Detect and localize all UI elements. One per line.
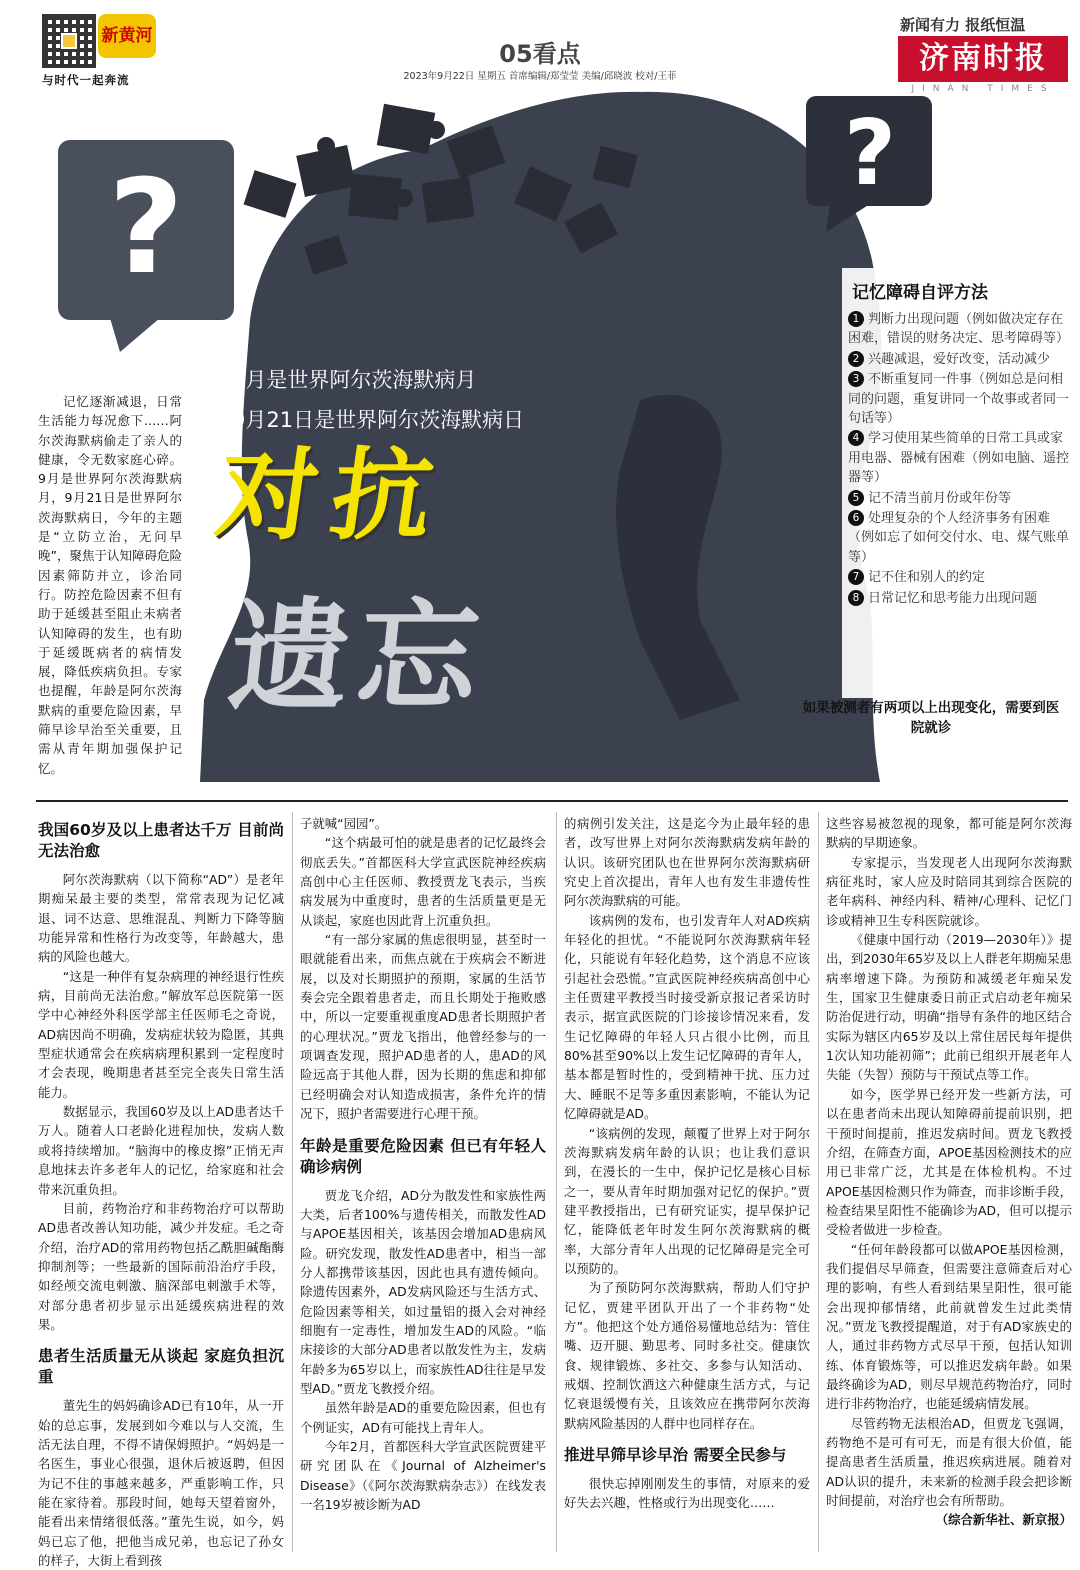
paragraph: 董先生的妈妈确诊AD已有10年，从一开始的总忘事，发展到如今难以与人交流，生活无法自理，不得不请保姆照护。“妈妈是一名医生，事业心很强，退休后被返聘，但因为记不住的事越来越多，严重影响工作，只能在家待着。那段时间，她每天望着窗外，能看出来情绪很低落。”董先生说，如今，妈妈已忘了他，把他当成兄弟，也忘记了孙女的样子，大街上看到孩	[38, 1398, 284, 1568]
paragraph: 很快忘掉刚刚发生的事情，对原来的爱好失去兴趣，性格或行为出现变化……	[564, 1476, 810, 1511]
selftest-item: 3 不断重复同一件事（例如总是问相同的问题，重复讲同一个故事或者同一句话等）	[848, 372, 1070, 427]
paragraph: 数据显示，我国60岁及以上AD患者达千万人。随着人口老龄化进程加快，发病人数或将持续增加。“脑海中的橡皮擦”正悄无声息地抹去许多老年人的记忆，给家庭和社会带来沉重负担。	[38, 1104, 284, 1197]
headline-forget: 遗忘	[222, 588, 494, 727]
hero-subtitle-1: 9月是世界阿尔茨海默病月	[232, 368, 477, 392]
selftest-item: 2 兴趣减退，爱好改变，活动减少	[848, 350, 1070, 369]
column-divider	[292, 812, 293, 1552]
article-column-4	[826, 814, 1072, 1530]
paragraph: 这些容易被忽视的现象，都可能是阿尔茨海默病的早期迹象。	[826, 816, 1072, 851]
question-bubble-icon	[58, 140, 234, 352]
section-heading: 推进早筛早诊早治 需要全民参与	[564, 1446, 787, 1464]
brand-logo: 新黄河	[98, 14, 156, 58]
article-column-3	[564, 814, 810, 1513]
section-divider	[36, 800, 1068, 802]
article-column-2	[300, 814, 546, 1514]
paragraph: 今年2月，首都医科大学宣武医院贾建平研究团队在《Journal of Alzheimer's Disease》（《阿尔茨海默病杂志》）在线发表一名19岁被诊断为AD	[300, 1438, 546, 1512]
article-source: （综合新华社、新京报）	[935, 1512, 1072, 1528]
paragraph: 为了预防阿尔茨海默病，帮助人们守护记忆，贾建平团队开出了一个非药物“处方”。他把这个处方通俗易懂地总结为：管住嘴、迈开腿、勤思考、同时多社交。健康饮食、规律锻炼、多社交、多参与认知活动、戒烟、控制饮酒这六种健康生活方式，与记忆衰退缓慢有关，且该效应在携带阿尔茨海默病风险基因的人群中也同样存在。	[564, 1280, 810, 1431]
selftest-title: 记忆障碍自评方法	[852, 283, 988, 303]
selftest-item: 4 学习使用某些简单的日常工具或家用电器、器械有困难（例如电脑、遥控器等）	[848, 431, 1070, 486]
newspaper-motto: 新闻有力 报纸恒温	[900, 16, 1026, 34]
article-column-1	[38, 814, 284, 1570]
hero-subtitle-2: 9月21日是世界阿尔茨海默病日	[232, 408, 525, 432]
paragraph: “这是一种伴有复杂病理的神经退行性疾病，目前尚无法治愈。”解放军总医院第一医学中心神经外科医学部主任医师毛之奇说，AD病因尚不明确，发病症状较为隐匿，其典型症状通常会在疾病病理积累到一定程度时才会表现，晚期患者甚至完全丧失日常生活能力。	[38, 968, 284, 1100]
selftest-item: 7 记不住和别人的约定	[848, 568, 1070, 587]
paragraph: 虽然年龄是AD的重要危险因素，但也有个例证实，AD有可能找上青年人。	[300, 1400, 546, 1435]
section-heading: 年龄是重要危险因素 但已有年轻人确诊病例	[300, 1136, 546, 1176]
svg-text:?: ?	[843, 101, 897, 206]
paragraph: “这个病最可怕的就是患者的记忆最终会彻底丢失。”首都医科大学宣武医院神经疾病高创中心主任医师、教授贾龙飞表示，当疾病发展为中重度时，患者的生活质量更是无从谈起，家庭也因此背上沉重负担。	[300, 835, 546, 928]
section-heading: 我国60岁及以上患者达千万 目前尚无法治愈	[38, 821, 284, 860]
selftest-note: 如果被测者有两项以上出现变化，需要到医院就诊	[802, 700, 1060, 736]
paragraph: 阿尔茨海默病（以下简称“AD”）是老年期痴呆最主要的类型，常常表现为记忆减退、词不达意、思维混乱、判断力下降等脑功能异常和性格行为改变等，年龄越大，患病的风险也越大。	[38, 872, 284, 965]
paragraph: 目前，药物治疗和非药物治疗可以帮助AD患者改善认知功能，减少并发症。毛之奇介绍，治疗AD的常用药物包括乙酰胆碱酯酶抑制剂等；一些最新的国际前沿治疗手段，如经颅交流电刺激、脑深部电刺激手术等，对部分患者初步显示出延缓疾病进程的效果。	[38, 1200, 284, 1332]
brand-slogan: 与时代一起奔流	[42, 73, 130, 87]
paragraph: 专家提示，当发现老人出现阿尔茨海默病征兆时，家人应及时陪同其到综合医院的老年病科、神经内科、精神/心理科、记忆门诊或精神卫生专科医院就诊。	[826, 854, 1072, 928]
paragraph: 《健康中国行动（2019—2030年）》提出，到2030年65岁及以上人群老年期痴呆患病率增速下降。为预防和减缓老年痴呆发生，国家卫生健康委日前正式启动老年痴呆防治促进行动，明确“指导有条件的地区结合实际为辖区内65岁及以上常住居民每年提供1次认知功能初筛”；此前已组织开展老年人失能（失智）预防与干预试点等工作。	[826, 932, 1072, 1083]
newspaper-masthead: 济南时报	[898, 36, 1068, 82]
svg-text:?: ?	[108, 151, 184, 303]
headline-fight: 对抗	[209, 437, 455, 554]
paragraph: “任何年龄段都可以做APOE基因检测，我们提倡尽早筛查，但需要注意筛查后对心理的影响，有些人看到结果呈阳性，很可能会出现抑郁情绪，此前就曾发生过此类情况。”贾龙飞教授提醒道，对于有AD家族史的人，通过非药物方式尽早干预，包括认知训练、体育锻炼等，可以推迟发病年龄。如果最终确诊为AD，则尽早规范药物治疗，同时进行非药物治疗，也能延缓病情发展。	[826, 1241, 1072, 1412]
page-title: 05看点	[499, 40, 581, 68]
selftest-item: 5 记不清当前月份或年份等	[848, 489, 1070, 508]
paragraph: 如今，医学界已经开发一些新方法，可以在患者尚未出现认知障碍前提前识别，把干预时间提前，推迟发病时间。贾龙飞教授介绍，在筛查方面，APOE基因检测技术的应用已非常广泛，尤其是在体检机构。不过APOE基因检测只作为筛查，而非诊断手段，检查结果呈阳性不能确诊为AD，但可以提示受检者做进一步检查。	[826, 1086, 1072, 1238]
lead-paragraph: 记忆逐渐减退，日常生活能力每况愈下……阿尔茨海默病偷走了亲人的健康，令无数家庭心碎。9月是世界阿尔茨海默病月，9月21日是世界阿尔茨海默病日，今年的主题是“立防立治，无问早晚”，聚焦于认知障碍危险因素筛防并立，诊治同行。防控危险因素不但有助于延缓甚至阻止未病者认知障碍的发生，也有助于延缓既病者的病情发展，降低疾病负担。专家也提醒，年龄是阿尔茨海默病的重要危险因素，早筛早诊早治至关重要，且需从青年期加强保护记忆。	[38, 394, 182, 776]
paragraph: 贾龙飞介绍，AD分为散发性和家族性两大类，后者100%与遗传相关，而散发性AD与APOE基因相关，该基因会增加AD患病风险。研究发现，散发性AD患者中，相当一部分人都携带该基因，因此也具有遗传倾向。除遗传因素外，AD发病风险还与生活方式、危险因素等相关，如过量铝的摄入会对神经细胞有一定毒性，增加发生AD的风险。“临床接诊的大部分AD患者以散发性为主，发病年龄多为65岁以上，而家族性AD往往是早发型AD。”贾龙飞教授介绍。	[300, 1187, 546, 1396]
paragraph: 的病例引发关注，这是迄今为止最年轻的患者，改写世界上对阿尔茨海默病发病年龄的认识。该研究团队也在世界阿尔茨海默病研究史上首次提出，青年人也有发生非遗传性阿尔茨海默病的可能。	[564, 816, 810, 909]
selftest-item: 1 判断力出现问题（例如做决定存在困难，错误的财务决定、思考障碍等）	[848, 312, 1070, 347]
selftest-item: 6 处理复杂的个人经济事务有困难（例如忘了如何交付水、电、煤气账单等）	[848, 511, 1070, 565]
paragraph: “该病例的发现，颠覆了世界上对于阿尔茨海默病发病年龄的认识；也让我们意识到，在漫长的一生中，保护记忆是核心目标之一，要从青年时期加强对记忆的保护。”贾建平教授指出，已有研究证实，提早保护记忆，能降低老年时发生阿尔茨海默病的概率，大部分青年人出现的记忆障碍是完全可以预防的。	[564, 1125, 810, 1276]
section-heading: 患者生活质量无从谈起 家庭负担沉重	[38, 1347, 284, 1387]
paragraph: 尽管药物无法根治AD，但贾龙飞强调，药物绝不是可有可无，而是有很大价值，能提高患者生活质量，推迟疾病进展。随着对AD认识的提升，未来新的检测手段会把诊断时间提前，对治疗也会有所帮助。	[826, 1415, 1072, 1509]
column-divider	[556, 812, 557, 1552]
masthead-english: JINAN TIMES	[911, 84, 1055, 94]
selftest-list	[848, 310, 1070, 609]
page-info: 2023年9月22日 星期五 首席编辑/郑莹莹 美编/邱晓波 校对/王菲	[403, 71, 677, 82]
paragraph: 子就喊“园园”。	[300, 816, 388, 831]
paragraph: 该病例的发布，也引发青年人对AD疾病年轻化的担忧。“不能说阿尔茨海默病年轻化，只能说有年轻化趋势，这个消息不应该引起社会恐慌。”宣武医院神经疾病高创中心主任贾建平教授当时接受新京报记者采访时表示，据宣武医院的门诊接诊情况来看，发生记忆障碍的年轻人只占很小比例，而且80%甚至90%以上发生记忆障碍的青年人，基本都是暂时性的，受到精神干扰、压力过大、睡眠不足等多重因素影响，不能认为记忆障碍就是AD。	[564, 912, 810, 1122]
selftest-item: 8 日常记忆和思考能力出现问题	[848, 589, 1070, 608]
column-divider	[818, 812, 819, 1552]
paragraph: “有一部分家属的焦虑很明显，甚至时一眼就能看出来，而焦点就在于疾病会不断进展，以及对长期照护的预期，家属的生活节奏会完全跟着患者走，而且长期处于拖败感中，所以一定要重视重度AD患者长期照护者的心理状况。”贾龙飞指出，他曾经参与的一项调查发现，照护AD患者的人，患AD的风险远高于其他人群，因为长期的焦虑和抑郁已经明确会对认知造成损害，条件允许的情况下，照护者需要进行心理干预。	[300, 932, 546, 1122]
